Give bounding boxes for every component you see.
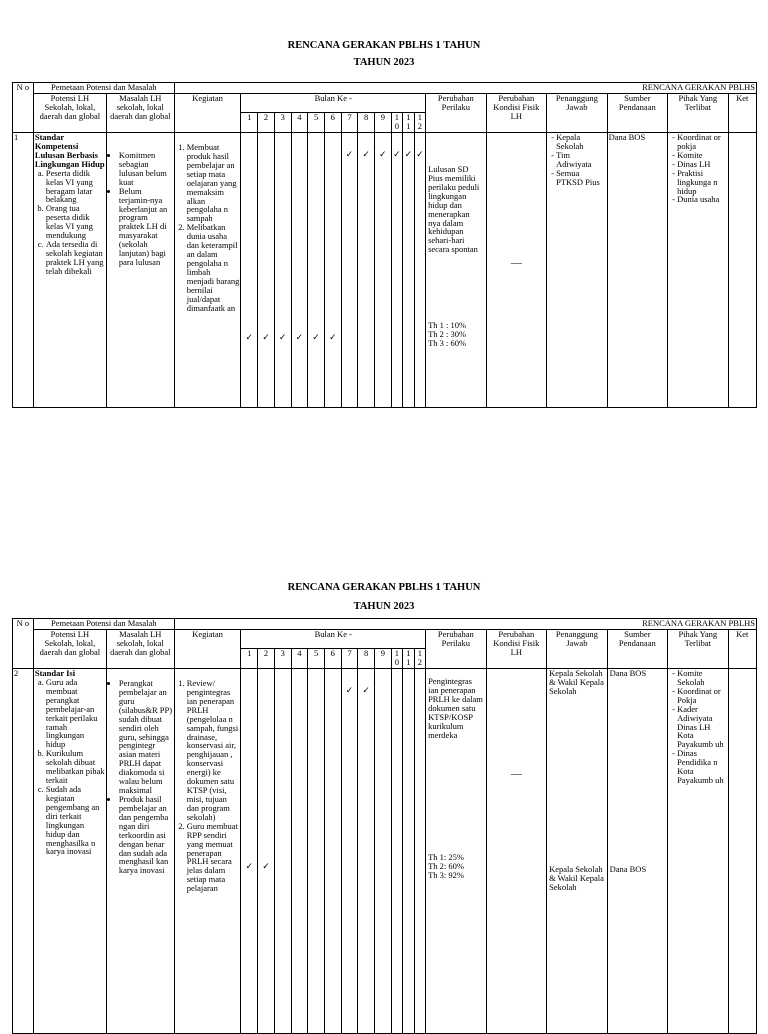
kegiatan-item: 1. Review/ pengintegras ian penerapan PRLH (pengelolaa n sampah, fungsi drainase, konservasi air, penghijauan , konservasi energi) ke dokumen satu KTSP (visi, misi, tujuan dan program sekolah) (187, 679, 240, 822)
month-header: 9 (374, 113, 391, 133)
perilaku-text: Pengintegras ian penerapan PRLH ke dalam dokumen satu KTSP/KOSP kurikulum merdeka (428, 676, 483, 740)
target-value: Th 3 : 60% (428, 337, 467, 348)
kegiatan-item: 2. Guru membuat RPP sendiri yang memuat penerapan PRLH secara jelas dalam setiap mata pelajaran (187, 822, 240, 893)
potensi-item: a. Guru ada membuat perangkat pembelajar-an terkait perilaku ramah lingkungan hidup (46, 678, 105, 749)
header-perubahan-kondisi: Perubahan Kondisi Fisik LH (486, 630, 547, 669)
penanggung-item: - Semua PTKSD Pius (556, 169, 606, 187)
pihak-item: - Komite (677, 151, 727, 160)
header-rencana: RENCANA GERAKAN PBLHS (174, 619, 756, 630)
month-cell (324, 669, 341, 1034)
sumber-cell (607, 669, 668, 1034)
ket-cell (728, 669, 756, 1034)
potensi-item: b. Orang tua peserta didik kelas VI yang mendukung (46, 204, 105, 240)
check-mark: ✓ (345, 149, 354, 159)
month-cell (241, 669, 258, 1034)
month-cell (324, 133, 341, 408)
pihak-item: - Komite Sekolah (677, 669, 727, 687)
header-perubahan-perilaku: Perubahan Perilaku (426, 94, 487, 133)
month-header: 7 (341, 113, 358, 133)
month-header: 5 (308, 649, 325, 669)
month-cell (341, 669, 358, 1034)
potensi-item: b. Kurikulum sekolah dibuat melibatkan pihak terkait (46, 749, 105, 785)
pihak-item: - Koordinat or pokja (677, 133, 727, 151)
header-potensi: Potensi LH Sekolah, lokal, daerah dan global (33, 94, 106, 133)
header-penanggung-jawab: Penanggung Jawab (547, 94, 608, 133)
month-cell (414, 669, 425, 1034)
check-mark: ✓ (416, 149, 424, 159)
month-header: 6 (324, 649, 341, 669)
kondisi-dash: — (510, 768, 522, 780)
month-header: 9 (374, 649, 391, 669)
header-sumber-pendanaan: Sumber Pendanaan (607, 94, 668, 133)
header-pihak-terlibat: Pihak Yang Terlibat (668, 630, 729, 669)
pihak-cell (668, 133, 729, 408)
month-header: 4 (291, 113, 308, 133)
check-mark: ✓ (393, 149, 401, 159)
month-header: 5 (308, 113, 325, 133)
ket-cell (728, 133, 756, 408)
target-value: Th 1: 25% (428, 852, 464, 862)
month-header: 3 (274, 113, 291, 133)
header-masalah: Masalah LH sekolah, lokal daerah dan global (106, 630, 174, 669)
masalah-cell (106, 133, 174, 408)
month-header: 7 (341, 649, 358, 669)
plan-table-2 (12, 618, 757, 1034)
month-cell (258, 669, 275, 1034)
potensi-item: c. Ada tersedia di sekolah kegiatan praktek LH yang telah dibekali (46, 240, 105, 276)
kondisi-cell (486, 133, 547, 408)
month-header: 2 (258, 113, 275, 133)
sumber-text: Dana BOS (609, 864, 647, 874)
month-header: 8 (358, 113, 375, 133)
check-mark: ✓ (278, 332, 287, 342)
page-1 (0, 0, 768, 512)
check-mark: ✓ (379, 149, 387, 159)
header-masalah: Masalah LH sekolah, lokal daerah dan global (106, 94, 174, 133)
perilaku-text: Lulusan SD Pius memiliki perilaku peduli lingkungan hidup dan menerapkan nya dalam kehidupan sehari-hari secara spontan (428, 164, 480, 255)
masalah-item: • Perangkat pembelajar an guru (silabus&R PP) sudah dibuat sendiri oleh guru, sehingga pengintegr asian materi PRLH dapat diakomoda si walau belum maksimal (119, 679, 173, 795)
pihak-item: - Dinas Pendidika n Kota Payakumb uh (677, 749, 727, 785)
month-header: 8 (358, 649, 375, 669)
penanggung-item: - Kepala Sekolah (556, 133, 606, 151)
header-perubahan-kondisi: Perubahan Kondisi Fisik LH (486, 94, 547, 133)
month-header: 1 (241, 113, 258, 133)
perilaku-cell (426, 133, 487, 408)
pihak-item: - Praktisi lingkunga n hidup (677, 169, 727, 196)
month-header: 1 2 (414, 113, 425, 133)
page-2 (0, 512, 768, 1024)
potensi-title: Standar Isi (34, 668, 76, 678)
header-potensi: Potensi LH Sekolah, lokal, daerah dan global (33, 630, 106, 669)
target-value: Th 2: 60% (428, 860, 464, 871)
header-ket: Ket (728, 630, 756, 669)
month-cell (358, 669, 375, 1034)
kegiatan-item: 2. Melibatkan dunia usaha dan keterampil an dalam pengolaha n limbah menjadi barang bernilai jual/dapat dimanfaatk an (187, 223, 240, 312)
month-header: 1 0 (391, 113, 402, 133)
perilaku-cell (426, 669, 487, 1034)
potensi-title: Standar Kompetensi Lulusan Berbasis Lingkungan Hidup (34, 132, 105, 169)
header-kegiatan: Kegiatan (174, 94, 241, 133)
check-mark: ✓ (345, 685, 354, 695)
sumber-cell: Dana BOS (607, 133, 668, 408)
month-cell (291, 133, 308, 408)
month-header: 1 1 (403, 113, 414, 133)
pihak-cell (668, 669, 729, 1034)
month-cell (414, 133, 425, 408)
month-header: 6 (324, 113, 341, 133)
month-cell (308, 133, 325, 408)
potensi-cell (33, 669, 106, 1034)
month-cell (258, 133, 275, 408)
potensi-item: a. Peserta didik kelas VI yang beragam latar belakang (46, 169, 105, 205)
target-value: Th 2 : 30% (428, 328, 467, 339)
target-value: Th 1 : 10% (428, 320, 467, 330)
kondisi-dash: — (510, 257, 522, 269)
header-bulan: Bulan Ke - (241, 630, 426, 649)
header-no: N o (13, 83, 34, 133)
month-header: 4 (291, 649, 308, 669)
month-cell (241, 133, 258, 408)
plan-table-1 (12, 82, 757, 408)
check-mark: ✓ (295, 332, 304, 342)
document-title: RENCANA GERAKAN PBLHS 1 TAHUN (287, 582, 481, 593)
document-title: RENCANA GERAKAN PBLHS 1 TAHUN (287, 40, 481, 51)
check-mark: ✓ (362, 149, 370, 159)
check-mark: ✓ (262, 332, 270, 342)
check-mark: ✓ (328, 332, 337, 342)
kondisi-cell (486, 669, 547, 1034)
month-cell (308, 669, 325, 1034)
pihak-item: - Koordinat or Pokja (677, 687, 727, 705)
masalah-cell (106, 669, 174, 1034)
row-number: 2 (13, 669, 34, 1034)
row-number: 1 (13, 133, 34, 408)
masalah-item: • Belum terjamin-nya keberlanjut an program praktek LH di masyarakat (sekolah lanjutan) bagi para lulusan (119, 187, 173, 267)
month-header: 1 1 (403, 649, 414, 669)
header-sumber-pendanaan: Sumber Pendanaan (607, 630, 668, 669)
month-cell (391, 133, 402, 408)
header-kegiatan: Kegiatan (174, 630, 241, 669)
penanggung-text: Kepala Sekolah & Wakil Kepala Sekolah (549, 864, 604, 892)
pihak-item: - Dinas LH (677, 160, 727, 169)
header-pihak-terlibat: Pihak Yang Terlibat (668, 94, 729, 133)
header-pemetaan: Pemetaan Potensi dan Masalah (33, 619, 174, 630)
month-cell (291, 669, 308, 1034)
penanggung-text: Kepala Sekolah & Wakil Kepala Sekolah (549, 668, 604, 696)
check-mark: ✓ (312, 332, 320, 342)
check-mark: ✓ (362, 685, 370, 695)
month-cell (274, 669, 291, 1034)
target-value: Th 3: 92% (428, 869, 464, 880)
header-perubahan-perilaku: Perubahan Perilaku (426, 630, 487, 669)
penanggung-cell (547, 669, 608, 1034)
header-no: N o (13, 619, 34, 669)
check-mark: ✓ (245, 332, 254, 342)
pihak-item: - Kader Adiwiyata Dinas LH Kota Payakumb uh (677, 705, 727, 750)
masalah-item: • Komitmen sebagian lulusan belum kuat (119, 151, 173, 187)
month-cell (274, 133, 291, 408)
month-header: 1 (241, 649, 258, 669)
header-bulan: Bulan Ke - (241, 94, 426, 113)
document-year: TAHUN 2023 (353, 601, 415, 612)
month-cell (374, 669, 391, 1034)
table-row (13, 133, 757, 408)
potensi-cell (33, 133, 106, 408)
header-pemetaan: Pemetaan Potensi dan Masalah (33, 83, 174, 94)
month-header: 1 0 (391, 649, 402, 669)
masalah-item: • Produk hasil pembelajar an dan pengemba ngan diri terkoordin asi dengan benar dan sudah ada menghasil kan karya inovasi (119, 795, 173, 875)
sumber-text: Dana BOS (609, 668, 647, 678)
potensi-item: c. Sudah ada kegiatan pengembang an diri terkait lingkungan hidup dan menghasilka n karya inovasi (46, 785, 105, 856)
month-header: 1 2 (414, 649, 425, 669)
month-cell (391, 669, 402, 1034)
kegiatan-cell (174, 669, 241, 1034)
check-mark: ✓ (404, 149, 413, 159)
month-cell (403, 669, 414, 1034)
month-cell (403, 133, 414, 408)
month-header: 2 (258, 649, 275, 669)
document-year: TAHUN 2023 (353, 57, 415, 68)
penanggung-item: - Tim Adiwiyata (556, 151, 606, 169)
check-mark: ✓ (262, 861, 270, 871)
check-mark: ✓ (245, 861, 254, 871)
penanggung-cell (547, 133, 608, 408)
table-row (13, 669, 757, 1034)
kegiatan-cell (174, 133, 241, 408)
kegiatan-item: 1. Membuat produk hasil pembelajar an setiap mata oelajaran yang memaksim alkan pengolaha n sampah (187, 143, 240, 223)
pihak-item: - Dunia usaha (677, 195, 727, 204)
month-header: 3 (274, 649, 291, 669)
month-cell (358, 133, 375, 408)
month-cell (374, 133, 391, 408)
header-penanggung-jawab: Penanggung Jawab (547, 630, 608, 669)
header-ket: Ket (728, 94, 756, 133)
month-cell (341, 133, 358, 408)
header-rencana: RENCANA GERAKAN PBLHS (174, 83, 756, 94)
